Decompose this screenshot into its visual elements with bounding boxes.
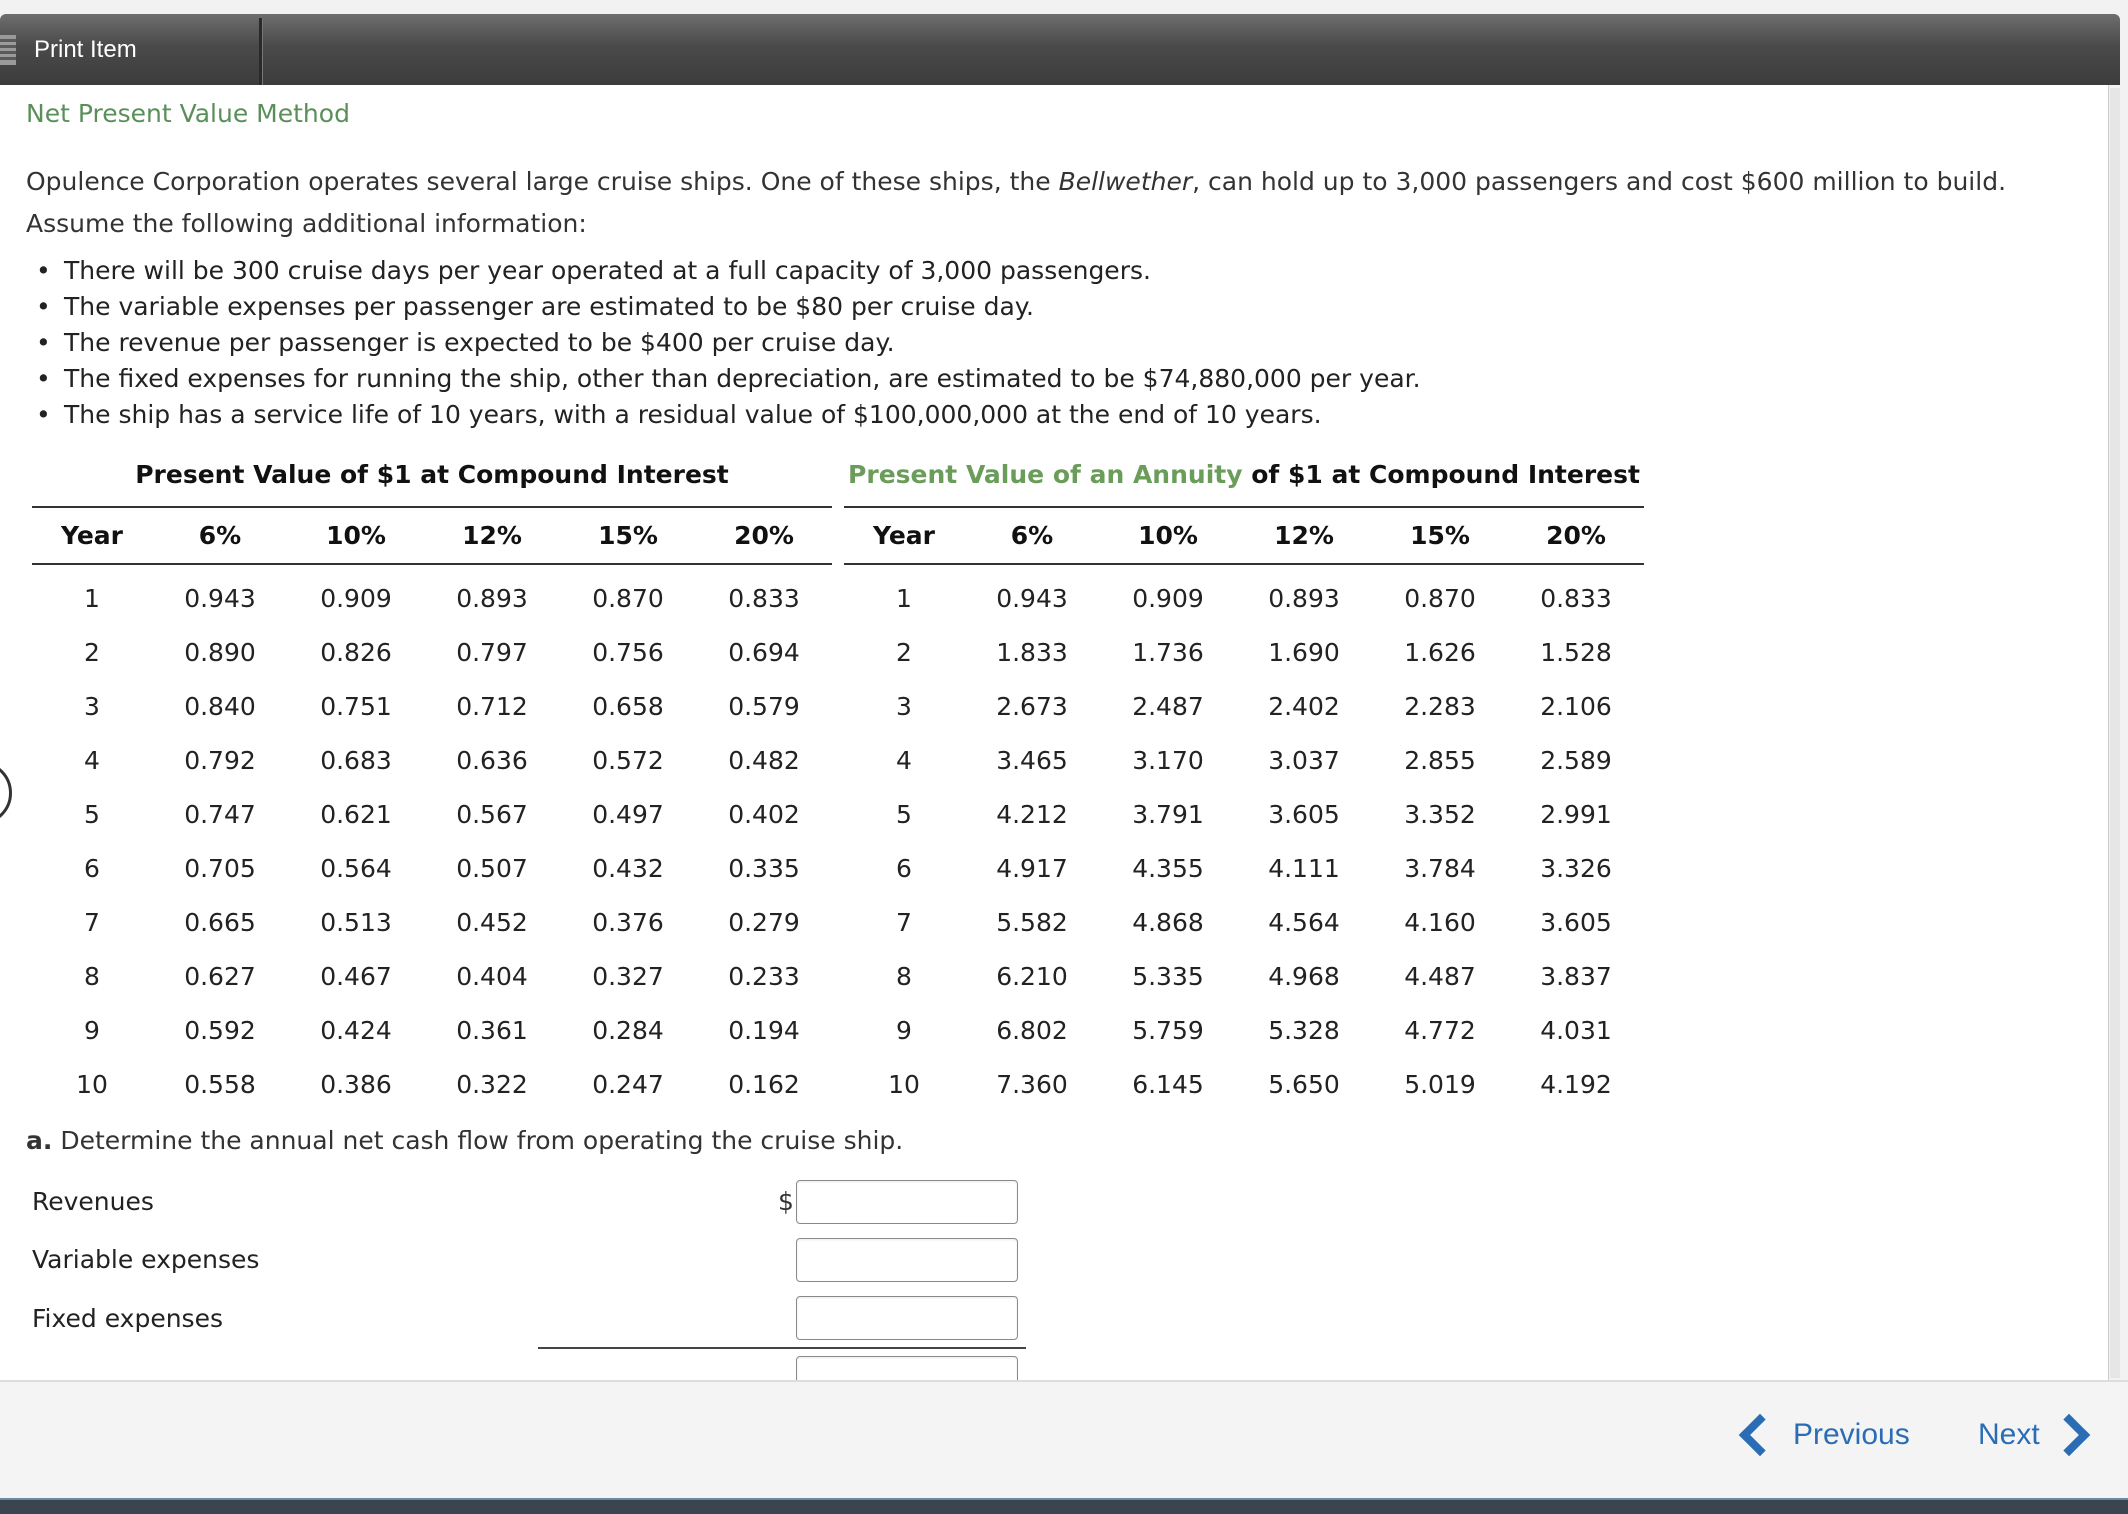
factor-cell: 0.567 <box>456 799 528 829</box>
factor-cell: 0.840 <box>184 691 256 721</box>
factor-cell: 0.194 <box>728 1015 800 1045</box>
table-row <box>32 949 832 1003</box>
year-cell: 8 <box>84 961 100 991</box>
factor-cell: 4.212 <box>996 799 1068 829</box>
factor-cell: 0.826 <box>320 637 392 667</box>
factor-cell: 0.376 <box>592 907 664 937</box>
table-row <box>32 895 832 949</box>
factor-cell: 3.784 <box>1404 853 1476 883</box>
factor-cell: 2.106 <box>1540 691 1612 721</box>
factor-cell: 0.507 <box>456 853 528 883</box>
year-cell: 2 <box>896 637 912 667</box>
factor-cell: 0.792 <box>184 745 256 775</box>
variable-expenses-input[interactable] <box>796 1238 1018 1282</box>
table-row <box>844 733 1644 787</box>
factor-cell: 0.558 <box>184 1069 256 1099</box>
factor-cell: 0.335 <box>728 853 800 883</box>
factor-cell: 3.837 <box>1540 961 1612 991</box>
column-header-rate: 20% <box>1508 507 1644 564</box>
partial-circle-icon <box>0 761 12 825</box>
factor-cell: 4.968 <box>1268 961 1340 991</box>
factor-cell: 6.802 <box>996 1015 1068 1045</box>
factor-cell: 2.487 <box>1132 691 1204 721</box>
table-header-row <box>32 507 832 564</box>
factor-cell: 1.736 <box>1132 637 1204 667</box>
factor-cell: 0.909 <box>320 583 392 613</box>
factor-cell: 0.361 <box>456 1015 528 1045</box>
factor-cell: 0.452 <box>456 907 528 937</box>
table-row <box>844 787 1644 841</box>
factor-cell: 3.037 <box>1268 745 1340 775</box>
net-cash-flow-input[interactable] <box>796 1356 1018 1380</box>
table-row <box>844 1003 1644 1057</box>
year-cell: 1 <box>896 583 912 613</box>
revenues-input[interactable] <box>796 1180 1018 1224</box>
table-row <box>844 949 1644 1003</box>
factor-cell: 3.170 <box>1132 745 1204 775</box>
list-item: • The revenue per passenger is expected to be $400 per cruise day. <box>30 325 1421 361</box>
table-row <box>32 625 832 679</box>
factor-cell: 7.360 <box>996 1069 1068 1099</box>
pv-table-title: Present Value of $1 at Compound Interest <box>135 460 729 489</box>
year-cell: 6 <box>84 853 100 883</box>
factor-cell: 0.870 <box>1404 583 1476 613</box>
intro-text-start: Opulence Corporation operates several large cruise ships. One of these ships, the <box>26 167 1059 196</box>
factor-cell: 0.694 <box>728 637 800 667</box>
annuity-link[interactable]: Present Value of an Annuity <box>848 460 1243 489</box>
table-row <box>32 1057 832 1111</box>
table-header-row <box>844 507 1644 564</box>
year-cell: 4 <box>84 745 100 775</box>
year-cell: 5 <box>896 799 912 829</box>
fixed-expenses-label: Fixed expenses <box>32 1304 223 1333</box>
table-row <box>32 841 832 895</box>
toolbar-divider <box>259 18 263 85</box>
year-cell: 10 <box>888 1069 920 1099</box>
factor-cell: 4.192 <box>1540 1069 1612 1099</box>
top-toolbar <box>0 14 2120 85</box>
factor-cell: 0.893 <box>1268 583 1340 613</box>
factor-cell: 0.402 <box>728 799 800 829</box>
table-row <box>32 564 832 625</box>
list-item: • There will be 300 cruise days per year operated at a full capacity of 3,000 passengers. <box>30 253 1421 289</box>
factor-cell: 0.233 <box>728 961 800 991</box>
chevron-right-icon <box>2047 1414 2089 1456</box>
factor-cell: 0.467 <box>320 961 392 991</box>
factor-cell: 0.279 <box>728 907 800 937</box>
question-letter: a. <box>26 1126 53 1155</box>
year-cell: 4 <box>896 745 912 775</box>
factor-cell: 0.404 <box>456 961 528 991</box>
year-cell: 1 <box>84 583 100 613</box>
column-header-year: Year <box>32 507 152 564</box>
pv-table <box>32 506 832 1111</box>
table-row <box>844 564 1644 625</box>
factor-cell: 4.487 <box>1404 961 1476 991</box>
table-row <box>844 625 1644 679</box>
column-header-rate: 20% <box>696 507 832 564</box>
column-header-year: Year <box>844 507 964 564</box>
factor-cell: 0.564 <box>320 853 392 883</box>
year-cell: 8 <box>896 961 912 991</box>
table-row <box>32 787 832 841</box>
table-row <box>844 895 1644 949</box>
column-header-rate: 12% <box>424 507 560 564</box>
factor-cell: 4.031 <box>1540 1015 1612 1045</box>
column-header-rate: 6% <box>964 507 1100 564</box>
factor-cell: 0.705 <box>184 853 256 883</box>
factor-cell: 0.683 <box>320 745 392 775</box>
factor-cell: 0.658 <box>592 691 664 721</box>
factor-cell: 0.247 <box>592 1069 664 1099</box>
factor-cell: 0.712 <box>456 691 528 721</box>
factor-cell: 0.627 <box>184 961 256 991</box>
year-cell: 9 <box>84 1015 100 1045</box>
factor-cell: 4.160 <box>1404 907 1476 937</box>
print-item-button[interactable] <box>0 14 259 85</box>
column-header-rate: 10% <box>288 507 424 564</box>
factor-cell: 0.833 <box>1540 583 1612 613</box>
revenues-label: Revenues <box>32 1187 154 1216</box>
factor-cell: 0.797 <box>456 637 528 667</box>
content-panel <box>0 85 2109 1380</box>
factor-cell: 6.210 <box>996 961 1068 991</box>
factor-cell: 0.424 <box>320 1015 392 1045</box>
ship-name: Bellwether <box>1058 167 1193 196</box>
factor-cell: 4.917 <box>996 853 1068 883</box>
column-header-rate: 12% <box>1236 507 1372 564</box>
previous-button[interactable] <box>1745 1418 1910 1452</box>
table-row <box>32 1003 832 1057</box>
question-text: Determine the annual net cash flow from operating the cruise ship. <box>52 1126 904 1155</box>
factor-cell: 5.650 <box>1268 1069 1340 1099</box>
next-label: Next <box>1978 1418 2040 1451</box>
next-button[interactable] <box>1978 1418 2084 1452</box>
factor-cell: 3.352 <box>1404 799 1476 829</box>
factor-cell: 0.513 <box>320 907 392 937</box>
year-cell: 3 <box>84 691 100 721</box>
factor-cell: 0.621 <box>320 799 392 829</box>
factor-cell: 2.589 <box>1540 745 1612 775</box>
factor-cell: 3.326 <box>1540 853 1612 883</box>
factor-cell: 0.284 <box>592 1015 664 1045</box>
factor-cell: 5.328 <box>1268 1015 1340 1045</box>
factor-cell: 0.322 <box>456 1069 528 1099</box>
list-item: • The variable expenses per passenger are estimated to be $80 per cruise day. <box>30 289 1421 325</box>
assumption-list <box>30 253 1421 433</box>
factor-cell: 0.890 <box>184 637 256 667</box>
factor-cell: 4.868 <box>1132 907 1204 937</box>
factor-cell: 2.673 <box>996 691 1068 721</box>
factor-cell: 3.605 <box>1540 907 1612 937</box>
factor-cell: 0.636 <box>456 745 528 775</box>
list-item: • The fixed expenses for running the ship, other than depreciation, are estimated to be $74,880,000 per year. <box>30 361 1421 397</box>
previous-label: Previous <box>1793 1418 1910 1451</box>
column-header-rate: 6% <box>152 507 288 564</box>
factor-cell: 1.626 <box>1404 637 1476 667</box>
factor-cell: 0.833 <box>728 583 800 613</box>
factor-cell: 5.759 <box>1132 1015 1204 1045</box>
print-list-icon <box>0 35 16 65</box>
factor-cell: 0.386 <box>320 1069 392 1099</box>
factor-cell: 1.528 <box>1540 637 1612 667</box>
column-header-rate: 10% <box>1100 507 1236 564</box>
year-cell: 3 <box>896 691 912 721</box>
factor-cell: 0.943 <box>184 583 256 613</box>
factor-cell: 0.592 <box>184 1015 256 1045</box>
factor-cell: 3.791 <box>1132 799 1204 829</box>
factor-cell: 0.870 <box>592 583 664 613</box>
factor-cell: 0.579 <box>728 691 800 721</box>
year-cell: 6 <box>896 853 912 883</box>
factor-cell: 2.402 <box>1268 691 1340 721</box>
year-cell: 10 <box>76 1069 108 1099</box>
annuity-table <box>844 506 1644 1111</box>
factor-cell: 0.482 <box>728 745 800 775</box>
table-row <box>32 679 832 733</box>
total-rule <box>538 1347 1026 1349</box>
factor-cell: 0.756 <box>592 637 664 667</box>
column-header-rate: 15% <box>560 507 696 564</box>
factor-cell: 0.497 <box>592 799 664 829</box>
intro-paragraph <box>26 161 2101 245</box>
factor-cell: 5.335 <box>1132 961 1204 991</box>
year-cell: 2 <box>84 637 100 667</box>
factor-cell: 6.145 <box>1132 1069 1204 1099</box>
factor-cell: 0.909 <box>1132 583 1204 613</box>
factor-cell: 4.772 <box>1404 1015 1476 1045</box>
factor-cell: 0.572 <box>592 745 664 775</box>
factor-cell: 3.465 <box>996 745 1068 775</box>
print-item-label: Print Item <box>34 35 137 63</box>
factor-cell: 0.893 <box>456 583 528 613</box>
factor-cell: 2.991 <box>1540 799 1612 829</box>
factor-cell: 0.665 <box>184 907 256 937</box>
factor-cell: 5.582 <box>996 907 1068 937</box>
factor-cell: 3.605 <box>1268 799 1340 829</box>
factor-cell: 2.283 <box>1404 691 1476 721</box>
factor-cell: 2.855 <box>1404 745 1476 775</box>
table-row <box>844 679 1644 733</box>
column-header-rate: 15% <box>1372 507 1508 564</box>
vertical-scrollbar[interactable] <box>2110 88 2120 1378</box>
factor-cell: 4.111 <box>1268 853 1340 883</box>
factor-cell: 0.162 <box>728 1069 800 1099</box>
revenues-currency: $ <box>778 1187 794 1216</box>
table-row <box>844 841 1644 895</box>
fixed-expenses-input[interactable] <box>796 1296 1018 1340</box>
chevron-left-icon <box>1739 1414 1781 1456</box>
list-item: • The ship has a service life of 10 years, with a residual value of $100,000,000 at the end of 10 years. <box>30 397 1421 433</box>
table-row <box>32 733 832 787</box>
factor-cell: 5.019 <box>1404 1069 1476 1099</box>
annuity-table-title <box>844 460 1644 489</box>
year-cell: 7 <box>896 907 912 937</box>
factor-cell: 0.747 <box>184 799 256 829</box>
year-cell: 5 <box>84 799 100 829</box>
factor-cell: 4.355 <box>1132 853 1204 883</box>
factor-cell: 0.432 <box>592 853 664 883</box>
factor-cell: 0.327 <box>592 961 664 991</box>
factor-cell: 4.564 <box>1268 907 1340 937</box>
year-cell: 7 <box>84 907 100 937</box>
factor-cell: 0.943 <box>996 583 1068 613</box>
variable-expenses-label: Variable expenses <box>32 1245 260 1274</box>
question-a <box>26 1126 903 1155</box>
factor-cell: 0.751 <box>320 691 392 721</box>
factor-cell: 1.833 <box>996 637 1068 667</box>
year-cell: 9 <box>896 1015 912 1045</box>
page-title: Net Present Value Method <box>26 99 350 128</box>
table-row <box>844 1057 1644 1111</box>
intro-text-end: , can hold up to 3,000 passengers and cost $600 million to build. Assume the following additional information: <box>26 167 2007 238</box>
annuity-title-rest: of $1 at Compound Interest <box>1242 460 1640 489</box>
factor-cell: 1.690 <box>1268 637 1340 667</box>
